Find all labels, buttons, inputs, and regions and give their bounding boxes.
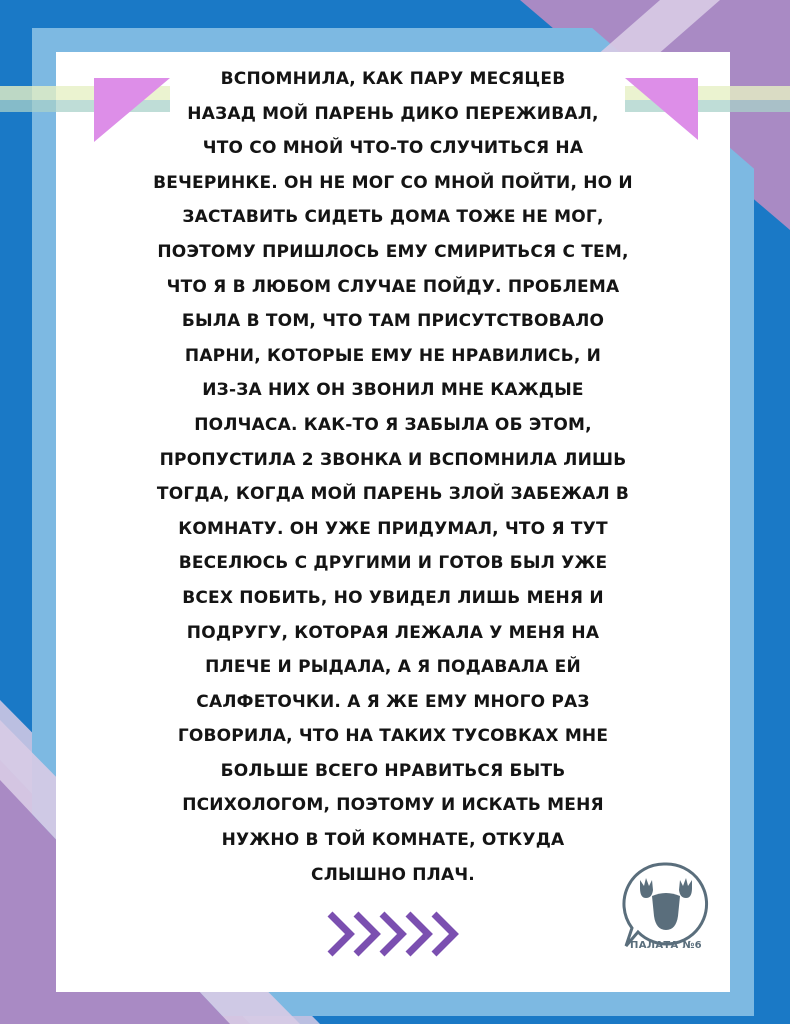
story-line: САЛФЕТОЧКИ. А Я ЖЕ ЕМУ МНОГО РАЗ — [196, 691, 590, 712]
story-line: ПОДРУГУ, КОТОРАЯ ЛЕЖАЛА У МЕНЯ НА — [186, 622, 600, 643]
story-line: ТОГДА, КОГДА МОЙ ПАРЕНЬ ЗЛОЙ ЗАБЕЖАЛ В — [156, 484, 630, 505]
story-line: СЛЫШНО ПЛАЧ. — [311, 864, 475, 885]
story-line: НАЗАД МОЙ ПАРЕНЬ ДИКО ПЕРЕЖИВАЛ, — [187, 103, 599, 124]
story-line: ВСПОМНИЛА, КАК ПАРУ МЕСЯЦЕВ — [220, 69, 566, 89]
logo-caption: ПАЛАТА №6 — [630, 940, 702, 951]
story-line: ПОЛЧАСА. КАК-ТО Я ЗАБЫЛА ОБ ЭТОМ, — [194, 414, 592, 435]
story-line: ЧТО Я В ЛЮБОМ СЛУЧАЕ ПОЙДУ. ПРОБЛЕМА — [166, 276, 620, 297]
story-line: ВЕСЕЛЮСЬ С ДРУГИМИ И ГОТОВ БЫЛ УЖЕ — [178, 553, 608, 574]
story-line: ГОВОРИЛА, ЧТО НА ТАКИХ ТУСОВКАХ МНЕ — [177, 726, 609, 747]
moose-head-icon — [618, 858, 714, 968]
story-line: ПСИХОЛОГОМ, ПОЭТОМУ И ИСКАТЬ МЕНЯ — [182, 795, 604, 816]
story-line: ПРОПУСТИЛА 2 ЗВОНКА И ВСПОМНИЛА ЛИШЬ — [159, 449, 627, 470]
story-line: ЗАСТАВИТЬ СИДЕТЬ ДОМА ТОЖЕ НЕ МОГ, — [182, 207, 604, 228]
story-text — [56, 62, 730, 892]
story-line: НУЖНО В ТОЙ КОМНАТЕ, ОТКУДА — [221, 830, 565, 851]
story-line: ПЛЕЧЕ И РЫДАЛА, А Я ПОДАВАЛА ЕЙ — [205, 657, 581, 678]
story-line: ПАРНИ, КОТОРЫЕ ЕМУ НЕ НРАВИЛИСЬ, И — [184, 345, 602, 366]
story-line: ПОЭТОМУ ПРИШЛОСЬ ЕМУ СМИРИТЬСЯ С ТЕМ, — [157, 241, 629, 262]
story-line: ВЕЧЕРИНКЕ. ОН НЕ МОГ СО МНОЙ ПОЙТИ, НО И — [153, 172, 633, 193]
story-line: ВСЕХ ПОБИТЬ, НО УВИДЕЛ ЛИШЬ МЕНЯ И — [182, 587, 604, 608]
story-line: БОЛЬШЕ ВСЕГО НРАВИТЬСЯ БЫТЬ — [220, 760, 566, 781]
story-line: ИЗ-ЗА НИХ ОН ЗВОНИЛ МНЕ КАЖДЫЕ — [202, 380, 584, 401]
story-line: КОМНАТУ. ОН УЖЕ ПРИДУМАЛ, ЧТО Я ТУТ — [178, 518, 608, 539]
story-line: БЫЛА В ТОМ, ЧТО ТАМ ПРИСУТСТВОВАЛО — [181, 311, 605, 332]
story-line: ЧТО СО МНОЙ ЧТО-ТО СЛУЧИТЬСЯ НА — [202, 138, 584, 159]
